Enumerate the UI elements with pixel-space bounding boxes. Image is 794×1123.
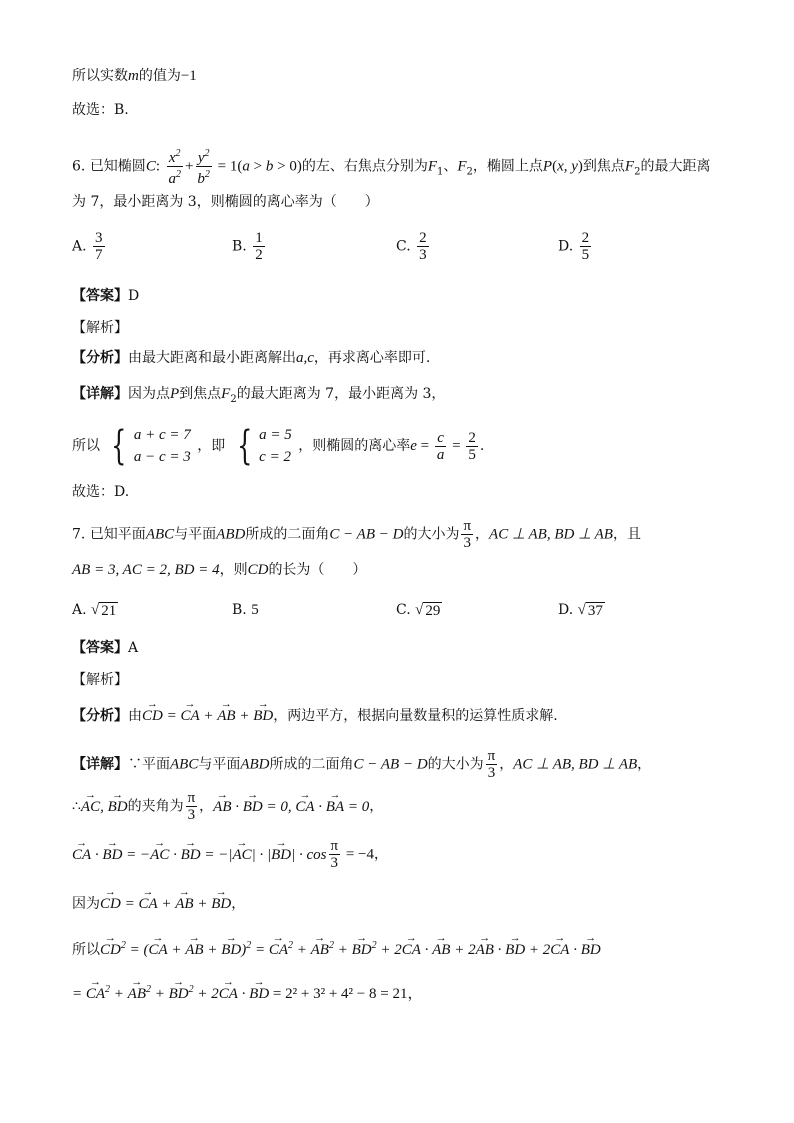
q6-option-d: D. $\frac{2}{5}$ (558, 230, 590, 263)
q6-option-b: B. $\frac{1}{2}$ (232, 230, 263, 263)
q6-systems: 所以 { a + c = 7 a − c = 3 ，即 { a = 5 c = 2 ，则椭圆的离心率e = $\frac{c}{a}$ = $\frac{2}{5}$ . (72, 423, 485, 469)
q7-detail-6: = → $CA^2$ + → $AB^2$ + → $BD^2 + 2\to$ CA · → BD = 2² + 3² + 4² − 8 = 21， (72, 980, 422, 1004)
q6-fenxi: 【分析】由最大距离和最小距离解出a,c，再求离心率即可. (72, 350, 431, 366)
q7-option-b: B. 5 (232, 602, 259, 618)
q6-stem-line1: 6. 已知椭圆C: $\frac{x^2}{a^2}$ + $\frac{y^2}{b^2}$ = 1(a > b > 0)的左、右焦点分别为$F_1$、$F_2$，椭圆上点P(x, y)到焦点$F_2$的最大距离 (72, 148, 711, 187)
q6-option-a: A. $\frac{3}{7}$ (72, 230, 103, 263)
q6-answer: 【答案】D (72, 288, 140, 304)
q7-stem-line1: 7. 已知平面ABC与平面ABD所成的二面角C − AB − D的大小为 $\frac{\pi}{3}$ ，AC ⊥ AB, BD ⊥ AB，且 (72, 518, 641, 551)
q7-option-a: A. √ 21 (72, 602, 117, 619)
q6-stem-line2: 为 7，最小距离为 3，则椭圆的离心率为（ ） (72, 194, 379, 210)
q7-detail-5: 所以→ $CD^2$ = (→ CA + → AB + → BD)$^2$ = → $CA^2$ + → $AB^2$ + → $BD^2 + 2\to$ CA · → AB + 2→ AB · → BD + 2→ CA · → BD (72, 936, 601, 960)
q6-detail: 【详解】因为点P到焦点$F_2$的最大距离为 7，最小距离为 3， (72, 386, 446, 405)
q7-stem-line2: AB = 3, AC = 2, BD = 4，则CD的长为（ ） (72, 562, 367, 578)
q6-select: 故选：D. (72, 484, 130, 500)
q7-fenxi: 【分析】由→ CD = → CA + → AB + → BD，两边平方，根据向量数量积的运算性质求解. (72, 706, 558, 726)
q6-option-c: C. $\frac{2}{3}$ (396, 230, 427, 263)
q7-answer: 【答案】A (72, 640, 139, 656)
q5-conclusion: 所以实数m的值为−1 (72, 68, 197, 84)
q5-select: 故选：B. (72, 102, 129, 118)
q7-detail-4: 因为→ CD = → CA + → AB + → BD， (72, 894, 245, 914)
q7-option-d: D. √ 37 (558, 602, 603, 619)
q7-detail-1: 【详解】∵平面ABC与平面ABD所成的二面角C − AB − D的大小为 $\frac{\pi}{3}$ ，AC ⊥ AB, BD ⊥ AB， (72, 748, 652, 781)
q7-option-c: C. √ 29 (396, 602, 441, 619)
q6-analysis-heading: 【解析】 (72, 320, 128, 336)
q7-detail-3: → CA · → BD = −→ AC · → BD = −|→ AC| · |→ BD| · cos $\frac{\pi}{3}$ = −4， (72, 838, 388, 871)
q7-analysis-heading: 【解析】 (72, 672, 128, 688)
q7-detail-2: ∴→ AC, → BD的夹角为 $\frac{\pi}{3}$ ，→ AB · → BD = 0, → CA · → BA = 0， (72, 790, 383, 823)
